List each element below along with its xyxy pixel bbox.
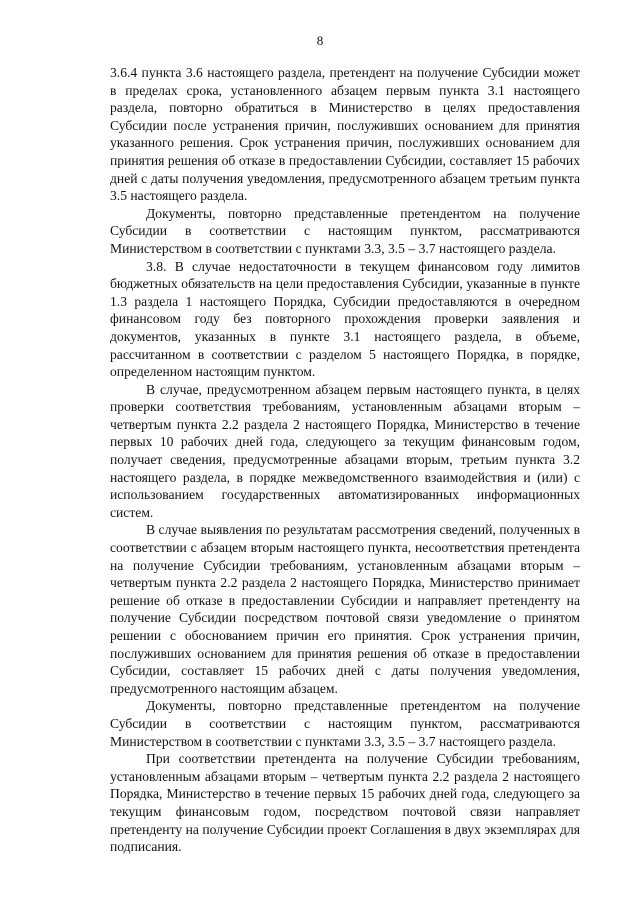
document-body bbox=[110, 64, 580, 856]
paragraph-2: Документы, повторно представленные претендентом на получение Субсидии в соответствии с настоящим пунктом, рассматриваются Министерством в соответствии с пунктами 3.3, 3.5 – 3.7 настоящего раздела. bbox=[110, 205, 580, 256]
paragraph-4: В случае, предусмотренном абзацем первым настоящего пункта, в целях проверки соответствия требованиям, установленным абзацами вторым – четвертым пункта 2.2 раздела 2 настоящего Порядка, Министерство в течение первых 10 рабочих дней года, следующего за текущим финансовым годом, получает сведения, предусмотренные абзацами вторым, третьим пункта 3.2 настоящего раздела, в порядке межведомственного взаимодействия и (или) с использованием государственных автоматизированных информационных систем. bbox=[110, 381, 580, 520]
paragraph-1: 3.6.4 пункта 3.6 настоящего раздела, претендент на получение Субсидии может в пределах срока, установленного абзацем первым пункта 3.1 настоящего раздела, повторно обратиться в Министерство в целях предоставления Субсидии после устранения причин, послуживших основанием для принятия указанного решения. Срок устранения причин, послуживших основанием для принятия решения об отказе в предоставлении Субсидии, составляет 15 рабочих дней с даты получения уведомления, предусмотренного абзацем третьим пункта 3.5 настоящего раздела. bbox=[110, 65, 580, 204]
page-number: 8 bbox=[316, 33, 324, 48]
paragraph-5: В случае выявления по результатам рассмотрения сведений, полученных в соответствии с абзацем вторым настоящего пункта, несоответствия претендента на получение Субсидии требованиям, установленным абзацами вторым – четвертым пункта 2.2 раздела 2 настоящего Порядка, Министерство принимает решение об отказе в предоставлении Субсидии и направляет претенденту на получение Субсидии посредством почтовой связи уведомление о принятом решении с обоснованием причин его принятия. Срок устранения причин, послуживших основанием для принятия решения об отказе в предоставлении Субсидии, составляет 15 рабочих дней с даты получения уведомления, предусмотренного настоящим абзацем. bbox=[110, 522, 580, 696]
paragraph-7: При соответствии претендента на получение Субсидии требованиям, установленным абзацами вторым – четвертым пункта 2.2 раздела 2 настоящего Порядка, Министерство в течение первых 15 рабочих дней года, следующего за текущим финансовым годом, посредством почтовой связи направляет претенденту на получение Субсидии проект Соглашения в двух экземплярах для подписания. bbox=[110, 751, 580, 855]
paragraph-3: 3.8. В случае недостаточности в текущем финансовом году лимитов бюджетных обязательств на цели предоставления Субсидии, указанные в пункте 1.3 раздела 1 настоящего Порядка, Субсидии предоставляются в очередном финансовом году без повторного прохождения проверки заявления и документов, указанных в пункте 3.1 настоящего раздела, в объеме, рассчитанном в соответствии с разделом 5 настоящего Порядка, в порядке, определенном настоящим пунктом. bbox=[110, 258, 580, 380]
paragraph-6: Документы, повторно представленные претендентом на получение Субсидии в соответствии с настоящим пунктом, рассматриваются Министерством в соответствии с пунктами 3.3, 3.5 – 3.7 настоящего раздела. bbox=[110, 698, 580, 749]
